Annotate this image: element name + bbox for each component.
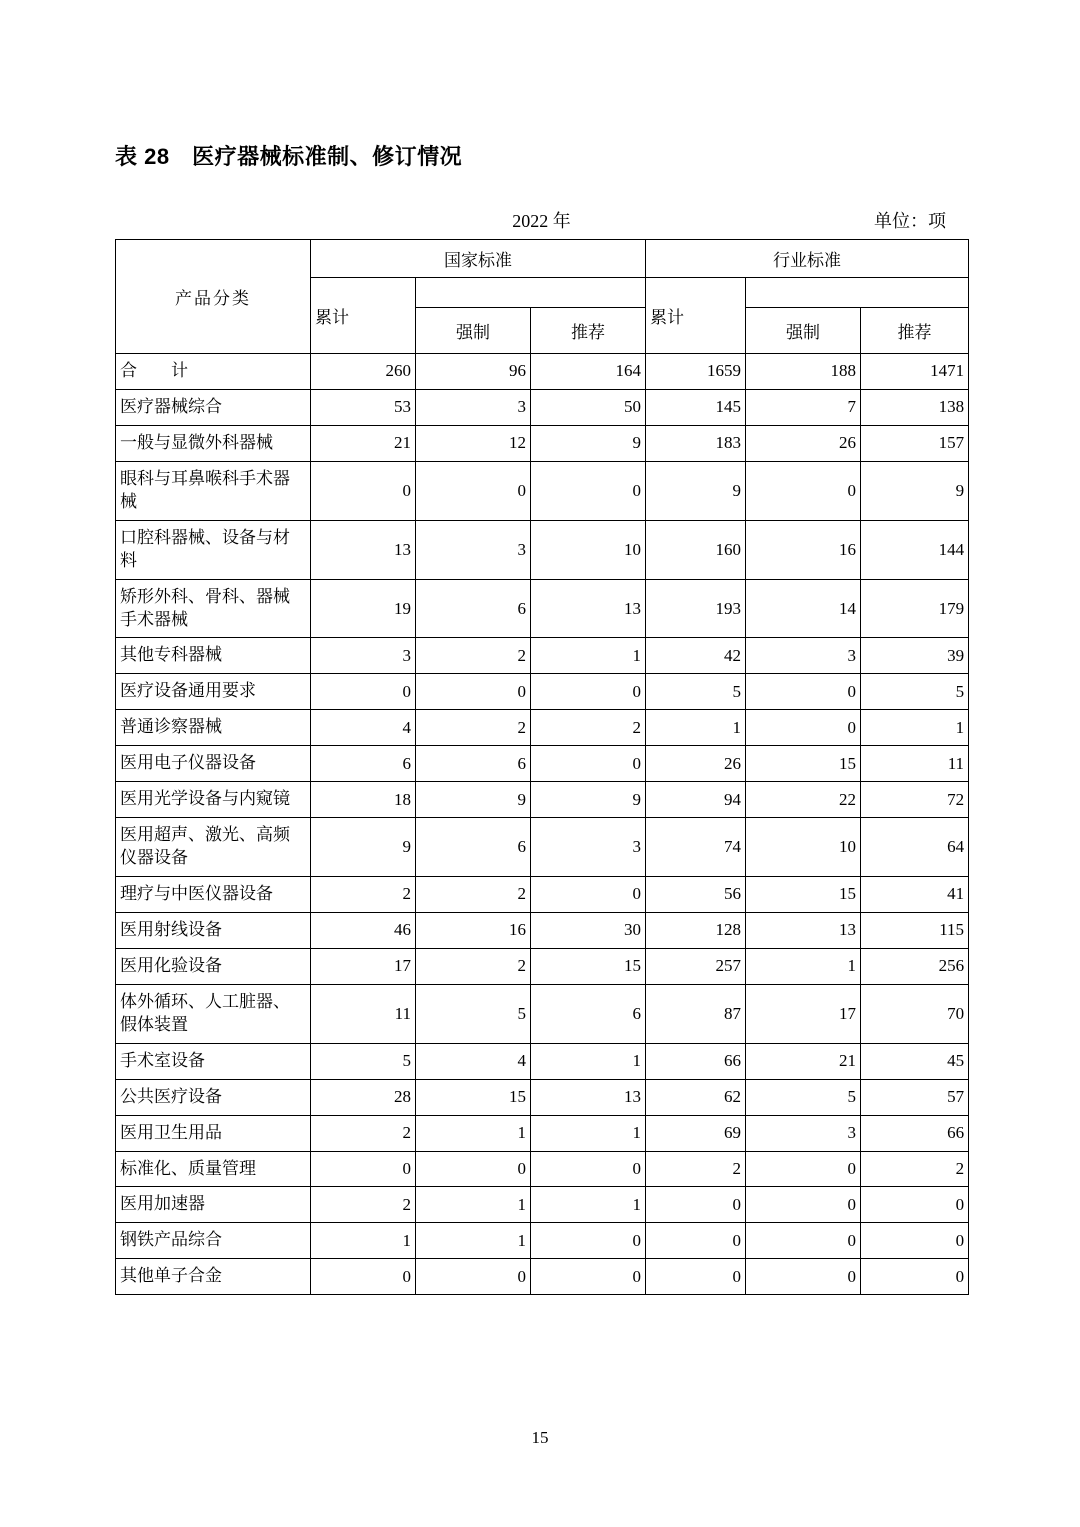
table-row <box>116 1223 969 1259</box>
row-category-cell: 医用卫生用品 <box>116 1115 311 1151</box>
cell-national-mandatory: 6 <box>416 579 531 638</box>
cell-national-recommended: 10 <box>531 520 646 579</box>
row-category-cell: 医用电子仪器设备 <box>116 746 311 782</box>
cell-industry-cumulative: 62 <box>646 1079 746 1115</box>
table-row <box>116 579 969 638</box>
cell-industry-mandatory: 3 <box>746 638 861 674</box>
cell-national-mandatory: 15 <box>416 1079 531 1115</box>
cell-national-cumulative: 28 <box>311 1079 416 1115</box>
cell-national-mandatory: 0 <box>416 461 531 520</box>
cell-national-cumulative: 5 <box>311 1043 416 1079</box>
table-body <box>116 354 969 1295</box>
table-row <box>116 1079 969 1115</box>
cell-national-recommended: 9 <box>531 782 646 818</box>
cell-national-cumulative: 11 <box>311 984 416 1043</box>
cell-national-recommended: 13 <box>531 579 646 638</box>
cell-national-mandatory: 96 <box>416 354 531 390</box>
cell-national-cumulative: 18 <box>311 782 416 818</box>
industry-standards-group-header: 行业标准 <box>646 240 969 278</box>
page-number: 15 <box>531 1428 549 1447</box>
cell-industry-mandatory: 0 <box>746 1187 861 1223</box>
cell-national-mandatory: 3 <box>416 520 531 579</box>
cell-national-cumulative: 1 <box>311 1223 416 1259</box>
cell-national-mandatory: 1 <box>416 1187 531 1223</box>
cell-industry-recommended: 57 <box>861 1079 969 1115</box>
cell-industry-cumulative: 1659 <box>646 354 746 390</box>
unit-label: 单位：项 <box>874 211 946 231</box>
cell-industry-cumulative: 193 <box>646 579 746 638</box>
header-row-groups <box>116 240 969 278</box>
cell-industry-recommended: 64 <box>861 818 969 877</box>
cell-industry-mandatory: 13 <box>746 912 861 948</box>
cell-industry-cumulative: 9 <box>646 461 746 520</box>
cell-industry-recommended: 41 <box>861 877 969 913</box>
cell-national-recommended: 1 <box>531 1115 646 1151</box>
cell-national-recommended: 50 <box>531 389 646 425</box>
cell-national-mandatory: 3 <box>416 389 531 425</box>
cell-national-recommended: 1 <box>531 1187 646 1223</box>
table-row <box>116 638 969 674</box>
cell-industry-mandatory: 21 <box>746 1043 861 1079</box>
row-category-cell: 体外循环、人工脏器、假体装置 <box>116 984 311 1043</box>
row-category-cell: 普通诊察器械 <box>116 710 311 746</box>
cell-national-recommended: 0 <box>531 877 646 913</box>
cell-industry-recommended: 179 <box>861 579 969 638</box>
industry-header-spacer <box>746 278 969 308</box>
table-row <box>116 782 969 818</box>
cell-national-cumulative: 4 <box>311 710 416 746</box>
table-row <box>116 1259 969 1295</box>
cell-industry-recommended: 0 <box>861 1223 969 1259</box>
table-row <box>116 912 969 948</box>
cell-industry-mandatory: 22 <box>746 782 861 818</box>
cell-national-recommended: 0 <box>531 746 646 782</box>
cell-industry-recommended: 45 <box>861 1043 969 1079</box>
cell-industry-recommended: 1471 <box>861 354 969 390</box>
table-row <box>116 1151 969 1187</box>
cell-national-mandatory: 5 <box>416 984 531 1043</box>
cell-national-cumulative: 0 <box>311 461 416 520</box>
cell-industry-recommended: 1 <box>861 710 969 746</box>
row-category-cell: 医疗器械综合 <box>116 389 311 425</box>
table-row <box>116 1115 969 1151</box>
cell-national-cumulative: 260 <box>311 354 416 390</box>
cell-national-mandatory: 2 <box>416 710 531 746</box>
cell-national-cumulative: 19 <box>311 579 416 638</box>
industry-cumulative-header: 累计 <box>646 278 746 354</box>
table-row <box>116 425 969 461</box>
industry-recommended-header: 推荐 <box>861 308 969 354</box>
cell-national-cumulative: 2 <box>311 1115 416 1151</box>
cell-industry-mandatory: 0 <box>746 1223 861 1259</box>
cell-industry-mandatory: 1 <box>746 948 861 984</box>
cell-industry-recommended: 5 <box>861 674 969 710</box>
cell-industry-cumulative: 257 <box>646 948 746 984</box>
cell-industry-recommended: 115 <box>861 912 969 948</box>
cell-industry-cumulative: 0 <box>646 1223 746 1259</box>
cell-industry-cumulative: 2 <box>646 1151 746 1187</box>
cell-national-recommended: 13 <box>531 1079 646 1115</box>
national-standards-group-header: 国家标准 <box>311 240 646 278</box>
cell-industry-cumulative: 1 <box>646 710 746 746</box>
cell-national-mandatory: 12 <box>416 425 531 461</box>
cell-national-cumulative: 9 <box>311 818 416 877</box>
row-category-cell: 公共医疗设备 <box>116 1079 311 1115</box>
cell-industry-mandatory: 3 <box>746 1115 861 1151</box>
table-row <box>116 984 969 1043</box>
cell-industry-cumulative: 183 <box>646 425 746 461</box>
cell-industry-mandatory: 0 <box>746 1259 861 1295</box>
cell-national-cumulative: 13 <box>311 520 416 579</box>
cell-industry-cumulative: 26 <box>646 746 746 782</box>
cell-industry-mandatory: 15 <box>746 746 861 782</box>
cell-industry-mandatory: 15 <box>746 877 861 913</box>
cell-industry-cumulative: 0 <box>646 1259 746 1295</box>
cell-industry-recommended: 0 <box>861 1259 969 1295</box>
cell-national-cumulative: 0 <box>311 674 416 710</box>
cell-industry-mandatory: 188 <box>746 354 861 390</box>
cell-national-recommended: 2 <box>531 710 646 746</box>
cell-national-recommended: 9 <box>531 425 646 461</box>
cell-national-recommended: 6 <box>531 984 646 1043</box>
table-header <box>116 240 969 354</box>
year-label: 2022 年 <box>512 211 571 231</box>
table-row <box>116 746 969 782</box>
national-mandatory-header: 强制 <box>416 308 531 354</box>
cell-national-mandatory: 6 <box>416 818 531 877</box>
table-row <box>116 674 969 710</box>
cell-industry-cumulative: 74 <box>646 818 746 877</box>
cell-national-cumulative: 6 <box>311 746 416 782</box>
row-category-cell: 合 计 <box>116 354 311 390</box>
row-category-cell: 医用加速器 <box>116 1187 311 1223</box>
cell-national-mandatory: 2 <box>416 638 531 674</box>
cell-industry-mandatory: 7 <box>746 389 861 425</box>
cell-industry-recommended: 72 <box>861 782 969 818</box>
cell-national-recommended: 0 <box>531 674 646 710</box>
cell-national-recommended: 3 <box>531 818 646 877</box>
category-column-header: 产品分类 <box>116 240 311 354</box>
cell-industry-mandatory: 0 <box>746 674 861 710</box>
cell-industry-cumulative: 87 <box>646 984 746 1043</box>
cell-industry-cumulative: 160 <box>646 520 746 579</box>
national-cumulative-header: 累计 <box>311 278 416 354</box>
cell-national-cumulative: 2 <box>311 1187 416 1223</box>
row-category-cell: 医用光学设备与内窥镜 <box>116 782 311 818</box>
row-category-cell: 眼科与耳鼻喉科手术器械 <box>116 461 311 520</box>
cell-national-mandatory: 6 <box>416 746 531 782</box>
cell-national-mandatory: 0 <box>416 674 531 710</box>
cell-national-recommended: 0 <box>531 1151 646 1187</box>
row-category-cell: 医疗设备通用要求 <box>116 674 311 710</box>
cell-industry-cumulative: 145 <box>646 389 746 425</box>
national-recommended-header: 推荐 <box>531 308 646 354</box>
row-category-cell: 其他单子合金 <box>116 1259 311 1295</box>
table-title: 表 28 医疗器械标准制、修订情况 <box>115 144 463 169</box>
cell-industry-cumulative: 69 <box>646 1115 746 1151</box>
cell-national-recommended: 0 <box>531 461 646 520</box>
row-category-cell: 一般与显微外科器械 <box>116 425 311 461</box>
row-category-cell: 医用化验设备 <box>116 948 311 984</box>
cell-industry-cumulative: 94 <box>646 782 746 818</box>
cell-national-mandatory: 0 <box>416 1151 531 1187</box>
national-header-spacer <box>416 278 646 308</box>
cell-industry-mandatory: 5 <box>746 1079 861 1115</box>
cell-national-recommended: 15 <box>531 948 646 984</box>
cell-national-recommended: 1 <box>531 1043 646 1079</box>
cell-national-mandatory: 1 <box>416 1115 531 1151</box>
table-row <box>116 1043 969 1079</box>
row-category-cell: 其他专科器械 <box>116 638 311 674</box>
row-category-cell: 标准化、质量管理 <box>116 1151 311 1187</box>
cell-industry-recommended: 0 <box>861 1187 969 1223</box>
cell-national-mandatory: 16 <box>416 912 531 948</box>
cell-industry-recommended: 9 <box>861 461 969 520</box>
cell-industry-recommended: 144 <box>861 520 969 579</box>
row-category-cell: 医用超声、激光、高频仪器设备 <box>116 818 311 877</box>
cell-national-cumulative: 0 <box>311 1151 416 1187</box>
industry-mandatory-header: 强制 <box>746 308 861 354</box>
cell-industry-mandatory: 0 <box>746 1151 861 1187</box>
cell-national-cumulative: 17 <box>311 948 416 984</box>
cell-industry-cumulative: 128 <box>646 912 746 948</box>
table-row <box>116 389 969 425</box>
table-row <box>116 1187 969 1223</box>
row-category-cell: 钢铁产品综合 <box>116 1223 311 1259</box>
cell-national-cumulative: 21 <box>311 425 416 461</box>
table-row <box>116 877 969 913</box>
cell-national-mandatory: 4 <box>416 1043 531 1079</box>
cell-industry-recommended: 11 <box>861 746 969 782</box>
table-meta-row <box>115 207 968 233</box>
cell-industry-recommended: 39 <box>861 638 969 674</box>
table-row <box>116 461 969 520</box>
table-row <box>116 520 969 579</box>
cell-national-mandatory: 0 <box>416 1259 531 1295</box>
cell-industry-recommended: 157 <box>861 425 969 461</box>
row-category-cell: 矫形外科、骨科、器械手术器械 <box>116 579 311 638</box>
table-row <box>116 710 969 746</box>
cell-industry-recommended: 256 <box>861 948 969 984</box>
cell-national-cumulative: 2 <box>311 877 416 913</box>
cell-national-recommended: 0 <box>531 1259 646 1295</box>
cell-national-mandatory: 1 <box>416 1223 531 1259</box>
cell-national-cumulative: 46 <box>311 912 416 948</box>
cell-national-mandatory: 2 <box>416 877 531 913</box>
cell-national-mandatory: 2 <box>416 948 531 984</box>
cell-industry-cumulative: 56 <box>646 877 746 913</box>
cell-industry-mandatory: 26 <box>746 425 861 461</box>
cell-industry-mandatory: 0 <box>746 461 861 520</box>
row-category-cell: 口腔科器械、设备与材料 <box>116 520 311 579</box>
row-category-cell: 理疗与中医仪器设备 <box>116 877 311 913</box>
row-category-cell: 医用射线设备 <box>116 912 311 948</box>
cell-national-recommended: 0 <box>531 1223 646 1259</box>
cell-industry-cumulative: 0 <box>646 1187 746 1223</box>
cell-industry-cumulative: 42 <box>646 638 746 674</box>
cell-national-cumulative: 0 <box>311 1259 416 1295</box>
cell-industry-cumulative: 5 <box>646 674 746 710</box>
table-row <box>116 354 969 390</box>
cell-national-mandatory: 9 <box>416 782 531 818</box>
cell-national-recommended: 1 <box>531 638 646 674</box>
cell-industry-mandatory: 14 <box>746 579 861 638</box>
cell-national-recommended: 164 <box>531 354 646 390</box>
cell-national-recommended: 30 <box>531 912 646 948</box>
table-row <box>116 818 969 877</box>
table-row <box>116 948 969 984</box>
row-category-cell: 手术室设备 <box>116 1043 311 1079</box>
cell-industry-mandatory: 0 <box>746 710 861 746</box>
cell-national-cumulative: 53 <box>311 389 416 425</box>
cell-industry-recommended: 70 <box>861 984 969 1043</box>
cell-industry-mandatory: 10 <box>746 818 861 877</box>
cell-national-cumulative: 3 <box>311 638 416 674</box>
cell-industry-recommended: 66 <box>861 1115 969 1151</box>
cell-industry-recommended: 138 <box>861 389 969 425</box>
cell-industry-recommended: 2 <box>861 1151 969 1187</box>
standards-table <box>115 239 969 1295</box>
cell-industry-mandatory: 17 <box>746 984 861 1043</box>
cell-industry-cumulative: 66 <box>646 1043 746 1079</box>
cell-industry-mandatory: 16 <box>746 520 861 579</box>
